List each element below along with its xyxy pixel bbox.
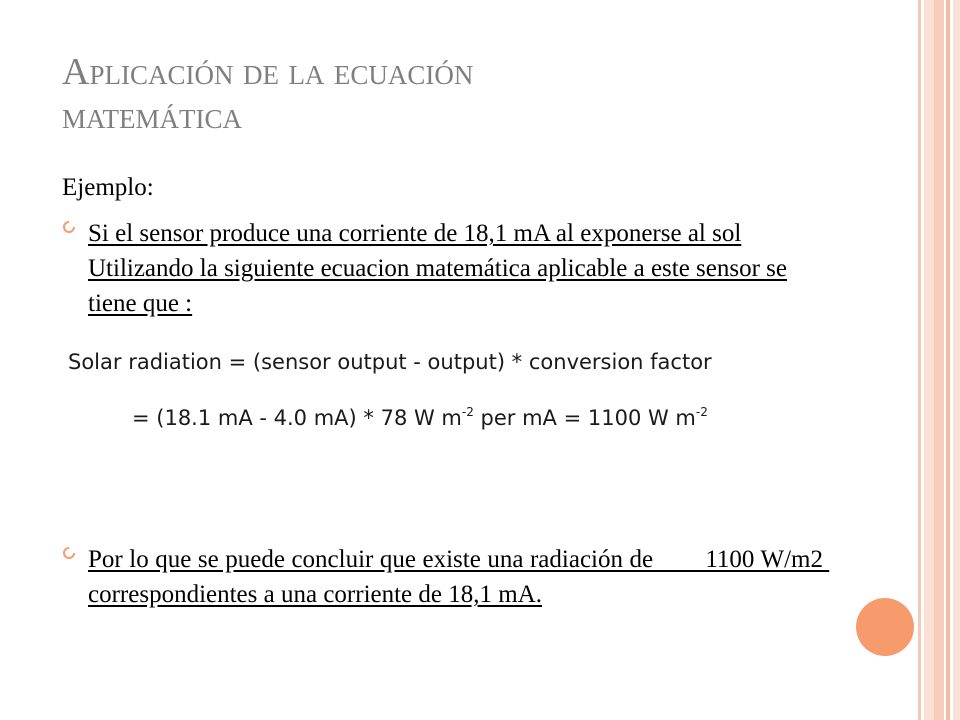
equation-line-1: Solar radiation = (sensor output - output) * conversion factor bbox=[68, 350, 712, 374]
title-line-1: Aplicación de la ecuación bbox=[62, 51, 474, 93]
frame-stripe bbox=[924, 0, 934, 720]
equation-exponent-2: -2 bbox=[695, 405, 708, 419]
equation-part-b: per mA = 1100 W m bbox=[473, 406, 696, 430]
frame-stripe bbox=[934, 0, 944, 720]
bullet-icon bbox=[62, 546, 76, 560]
frame-stripe bbox=[946, 0, 950, 720]
equation-line-2 bbox=[132, 405, 708, 430]
bullet-icon bbox=[62, 220, 76, 234]
frame-stripe bbox=[918, 0, 921, 720]
frame-stripe bbox=[953, 0, 960, 720]
equation-part-a: = (18.1 mA - 4.0 mA) * 78 W m bbox=[132, 406, 462, 430]
bullet-text: Si el sensor produce una corriente de 18,1 mA al exponerse al sol Utilizando la siguiente ecuacion matemática aplicable a este sensor se tiene que : bbox=[88, 220, 788, 317]
bullet-text: Por lo que se puede concluir que existe una radiación de 1100 W/m2 correspondientes a una corriente de 18,1 mA. bbox=[88, 546, 830, 608]
example-label: Ejemplo: bbox=[62, 174, 154, 201]
decorative-circle bbox=[856, 598, 914, 656]
equation-exponent-1: -2 bbox=[461, 405, 474, 419]
slide-title bbox=[62, 50, 882, 138]
title-line-2: matemática bbox=[62, 95, 242, 137]
